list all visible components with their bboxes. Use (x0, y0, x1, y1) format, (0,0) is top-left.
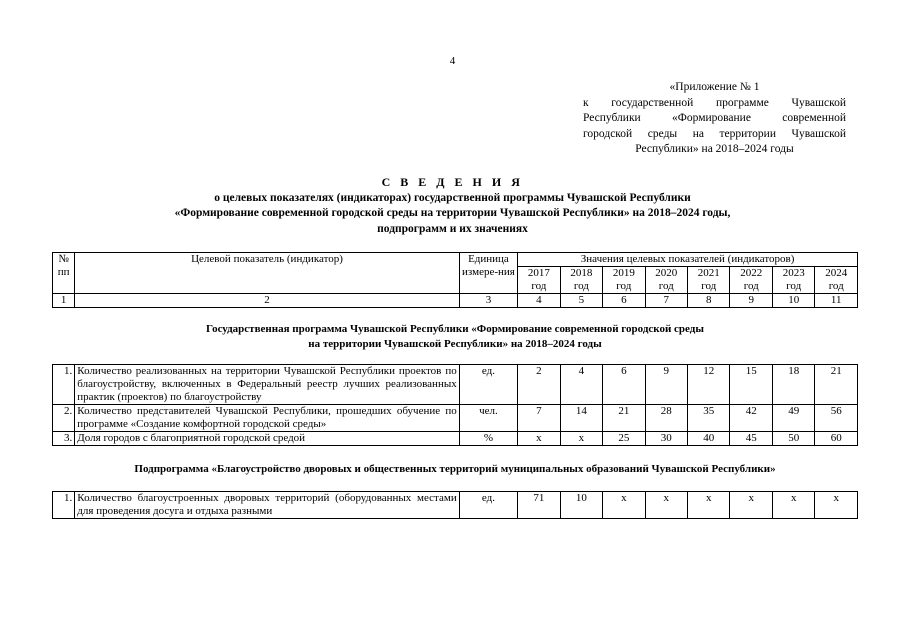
title-line: подпрограмм и их значениях (377, 222, 528, 235)
row-value: 7 (518, 405, 560, 432)
row-value: 25 (603, 432, 645, 446)
row-value: 60 (815, 432, 858, 446)
index-cell: 8 (688, 294, 730, 308)
row-indicator: Доля городов с благоприятной городской средой (75, 432, 459, 446)
appendix-line: к государственной программе Чувашской (583, 96, 846, 109)
row-value: 49 (772, 405, 814, 432)
row-value: х (560, 432, 602, 446)
row-indicator: Количество представителей Чувашской Республики, прошедших обучение по программе «Создание комфортной городской среды» (75, 405, 459, 432)
header-year: 2018 год (560, 267, 602, 294)
row-value: 71 (518, 492, 560, 519)
row-value: 18 (772, 365, 814, 405)
document-title (40, 175, 865, 237)
row-value: 21 (815, 365, 858, 405)
header-year: 2021 год (688, 267, 730, 294)
row-value: х (772, 492, 814, 519)
row-num: 1. (53, 492, 75, 519)
header-year: 2022 год (730, 267, 772, 294)
row-num: 2. (53, 405, 75, 432)
row-value: 15 (730, 365, 772, 405)
row-value: х (815, 492, 858, 519)
row-unit: чел. (459, 405, 517, 432)
table-index-row (53, 294, 858, 308)
indicators-table (52, 252, 858, 519)
header-year: 2024 год (815, 267, 858, 294)
table-row (53, 432, 858, 446)
index-cell: 4 (518, 294, 560, 308)
row-value: 30 (645, 432, 687, 446)
index-cell: 3 (459, 294, 517, 308)
title-line: о целевых показателях (индикаторах) государственной программы Чувашской Республики (214, 191, 691, 204)
row-value: х (603, 492, 645, 519)
index-cell: 2 (75, 294, 459, 308)
header-year: 2019 год (603, 267, 645, 294)
row-value: 45 (730, 432, 772, 446)
index-cell: 6 (603, 294, 645, 308)
row-unit: ед. (459, 492, 517, 519)
index-cell: 11 (815, 294, 858, 308)
section-heading-line: Подпрограмма «Благоустройство дворовых и общественных территорий муниципальных образований Чувашской Республики» (134, 463, 776, 475)
row-value: 28 (645, 405, 687, 432)
row-value: 12 (688, 365, 730, 405)
table-row (53, 492, 858, 519)
header-unit: Единица измере-ния (459, 253, 517, 294)
row-num: 1. (53, 365, 75, 405)
row-value: х (730, 492, 772, 519)
header-name: Целевой показатель (индикатор) (75, 253, 459, 294)
row-indicator: Количество благоустроенных дворовых территорий (оборудованных местами для проведения досуга и отдыха разными (75, 492, 459, 519)
row-num: 3. (53, 432, 75, 446)
header-values-group: Значения целевых показателей (индикаторов) (518, 253, 858, 267)
row-value: 6 (603, 365, 645, 405)
appendix-line: «Приложение № 1 (669, 81, 760, 93)
row-unit: ед. (459, 365, 517, 405)
row-value: 10 (560, 492, 602, 519)
row-value: 21 (603, 405, 645, 432)
section-heading-row (53, 308, 858, 365)
header-num: № пп (53, 253, 75, 294)
table-row (53, 365, 858, 405)
section-heading-line: на территории Чувашской Республики» на 2018–2024 годы (308, 338, 602, 350)
title-heading: С В Е Д Е Н И Я (381, 175, 524, 189)
table-row (53, 405, 858, 432)
page-number: 4 (449, 55, 456, 67)
row-value: х (688, 492, 730, 519)
row-value: 35 (688, 405, 730, 432)
index-cell: 7 (645, 294, 687, 308)
section-heading-line: Государственная программа Чувашской Республики «Формирование современной городской среды (206, 323, 704, 335)
section-heading (53, 308, 858, 365)
row-indicator: Количество реализованных на территории Чувашской Республики проектов по благоустройству, включенных в Федеральный реестр лучших реализованных практик (проектов) по благоустройству (75, 365, 459, 405)
row-value: 9 (645, 365, 687, 405)
row-value: 4 (560, 365, 602, 405)
row-value: 14 (560, 405, 602, 432)
header-year: 2017 год (518, 267, 560, 294)
appendix-line: Республики «Формирование современной (583, 112, 846, 124)
subsection-heading-row (53, 446, 858, 492)
index-cell: 9 (730, 294, 772, 308)
appendix-line: Республики» на 2018–2024 годы (635, 143, 794, 155)
index-cell: 1 (53, 294, 75, 308)
row-value: х (518, 432, 560, 446)
table-header-row (53, 253, 858, 267)
row-value: х (645, 492, 687, 519)
row-value: 42 (730, 405, 772, 432)
index-cell: 10 (772, 294, 814, 308)
row-value: 50 (772, 432, 814, 446)
index-cell: 5 (560, 294, 602, 308)
row-unit: % (459, 432, 517, 446)
header-year: 2023 год (772, 267, 814, 294)
subsection-heading (53, 446, 858, 492)
header-year: 2020 год (645, 267, 687, 294)
appendix-line: городской среды на территории Чувашской (583, 127, 846, 140)
title-line: «Формирование современной городской среды на территории Чувашской Республики» на 2018–2024 годы, (174, 207, 731, 219)
row-value: 2 (518, 365, 560, 405)
row-value: 56 (815, 405, 858, 432)
appendix-note (583, 80, 846, 158)
row-value: 40 (688, 432, 730, 446)
